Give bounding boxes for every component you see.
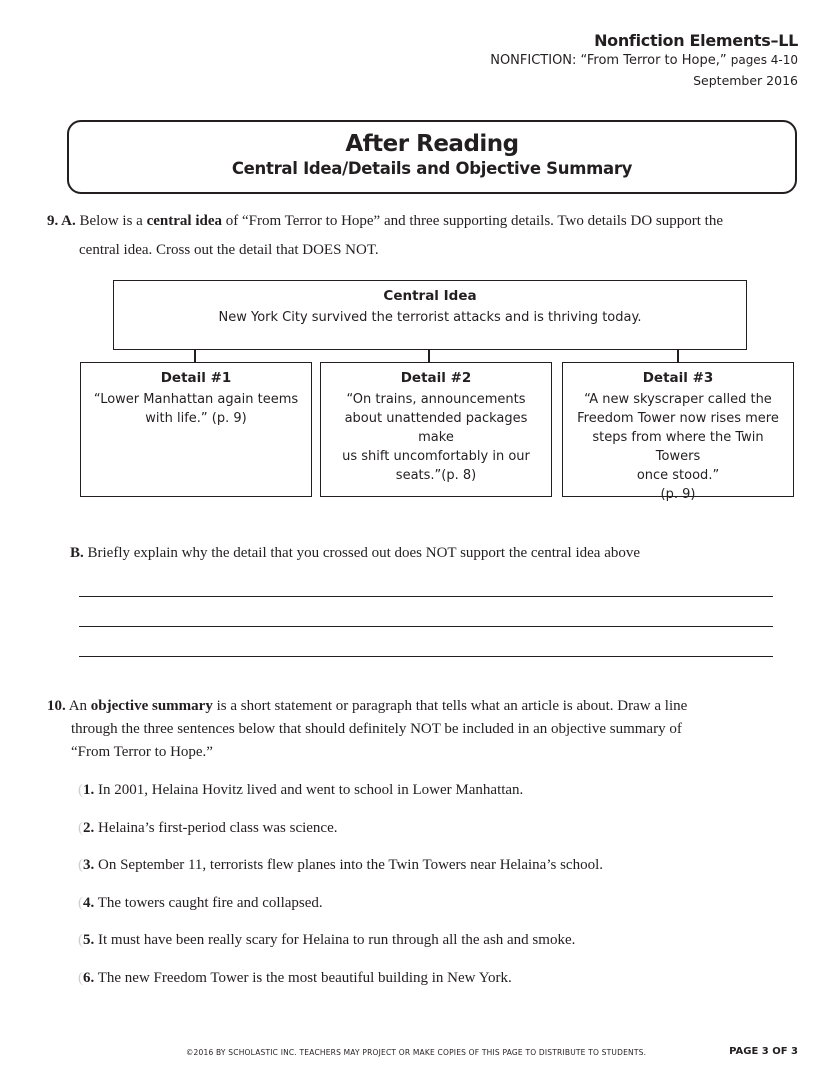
connector-line [428, 349, 430, 363]
source-title: NONFICTION: “From Terror to Hope,” [490, 53, 727, 68]
detail-line: Freedom Tower now rises mere [577, 411, 779, 426]
sentence-text: On September 11, terrorists flew planes into the Twin Towers near Helaina’s school. [98, 857, 604, 873]
sentence-text: Helaina’s first-period class was science. [98, 820, 338, 836]
q9b-label: B. [70, 545, 84, 561]
q10-prompt-line2: through the three sentences below that should definitely NOT be included in an objective summary of [71, 721, 682, 737]
section-title-box [67, 120, 797, 194]
answer-line-1[interactable] [79, 596, 773, 597]
q9a-text-post: of “From Terror to Hope” and three supporting details. Two details DO support the [225, 213, 723, 229]
q9a-prompt [47, 211, 723, 231]
detail-box-1[interactable] [80, 362, 312, 497]
bracket-mark: ( [78, 857, 83, 873]
page-title: After Reading [345, 131, 519, 157]
detail-line: steps from where the Twin Towers [592, 430, 764, 464]
issue-date: September 2016 [693, 73, 798, 88]
sentence-number: 6. [83, 970, 95, 986]
central-idea-text: New York City survived the terrorist attacks and is thriving today. [218, 310, 642, 325]
summary-sentence-5[interactable] [78, 930, 575, 950]
q9a-number: 9. A. [47, 213, 76, 229]
q10-text-post: is a short statement or paragraph that tells what an article is about. Draw a line [216, 698, 688, 714]
central-idea-title: Central Idea [383, 288, 477, 304]
summary-sentence-4[interactable] [78, 893, 323, 913]
sentence-number: 1. [83, 782, 95, 798]
detail-line: “A new skyscraper called the [584, 392, 772, 407]
connector-line [677, 349, 679, 363]
answer-line-2[interactable] [79, 626, 773, 627]
detail-line: with life.” (p. 9) [145, 411, 247, 426]
q9a-bold-term: central idea [146, 213, 222, 229]
summary-sentence-6[interactable] [78, 968, 512, 988]
detail-text [87, 390, 305, 428]
q10-prompt [47, 696, 687, 716]
bracket-mark: ( [78, 820, 83, 836]
sentence-number: 5. [83, 932, 95, 948]
bracket-mark: ( [78, 932, 83, 948]
sentence-text: The new Freedom Tower is the most beautiful building in New York. [97, 970, 512, 986]
q10-number: 10. [47, 698, 66, 714]
q10-bold-term: objective summary [90, 698, 213, 714]
detail-line: (p. 9) [660, 487, 696, 502]
sentence-number: 4. [83, 895, 95, 911]
q10-prompt-line3: “From Terror to Hope.” [71, 744, 213, 760]
series-title: Nonfiction Elements–LL [594, 31, 798, 50]
q9b-prompt [70, 543, 640, 563]
sentence-number: 2. [83, 820, 95, 836]
q10-text-pre: An [68, 698, 88, 714]
detail-line: about unattended packages make [344, 411, 528, 445]
summary-sentence-3[interactable] [78, 855, 603, 875]
detail-line: us shift uncomfortably in our [342, 449, 530, 464]
summary-sentence-2[interactable] [78, 818, 338, 838]
source-pages: pages 4-10 [730, 53, 798, 67]
page-subtitle: Central Idea/Details and Objective Summary [231, 159, 633, 178]
detail-box-3[interactable] [562, 362, 794, 502]
sentence-number: 3. [83, 857, 95, 873]
connector-line [194, 349, 196, 363]
detail-title: Detail #1 [160, 370, 232, 386]
sentence-text: It must have been really scary for Helaina to run through all the ash and smoke. [98, 932, 576, 948]
bracket-mark: ( [78, 782, 83, 798]
sentence-text: In 2001, Helaina Hovitz lived and went to school in Lower Manhattan. [98, 782, 524, 798]
answer-line-3[interactable] [79, 656, 773, 657]
detail-box-2[interactable] [320, 362, 552, 497]
detail-line: seats.”(p. 8) [395, 468, 477, 483]
detail-title: Detail #2 [400, 370, 472, 386]
source-line [490, 53, 798, 68]
sentence-text: The towers caught fire and collapsed. [97, 895, 323, 911]
page-number: PAGE 3 OF 3 [729, 1046, 798, 1057]
detail-line: “Lower Manhattan again teems [93, 392, 299, 407]
detail-line: “On trains, announcements [346, 392, 526, 407]
detail-line: once stood.” [636, 468, 720, 483]
summary-sentence-1[interactable] [78, 780, 523, 800]
detail-title: Detail #3 [642, 370, 714, 386]
q9a-text-pre: Below is a [79, 213, 143, 229]
bracket-mark: ( [78, 970, 83, 986]
bracket-mark: ( [78, 895, 83, 911]
q9b-text: Briefly explain why the detail that you crossed out does NOT support the central idea above [87, 545, 641, 561]
central-idea-box [113, 280, 747, 350]
copyright-notice: ©2016 BY SCHOLASTIC INC. TEACHERS MAY PROJECT OR MAKE COPIES OF THIS PAGE TO DISTRIBUTE TO STUDENTS. [185, 1048, 647, 1057]
detail-text [327, 390, 545, 485]
detail-text [569, 390, 787, 504]
q9a-prompt-line2: central idea. Cross out the detail that DOES NOT. [79, 242, 379, 258]
